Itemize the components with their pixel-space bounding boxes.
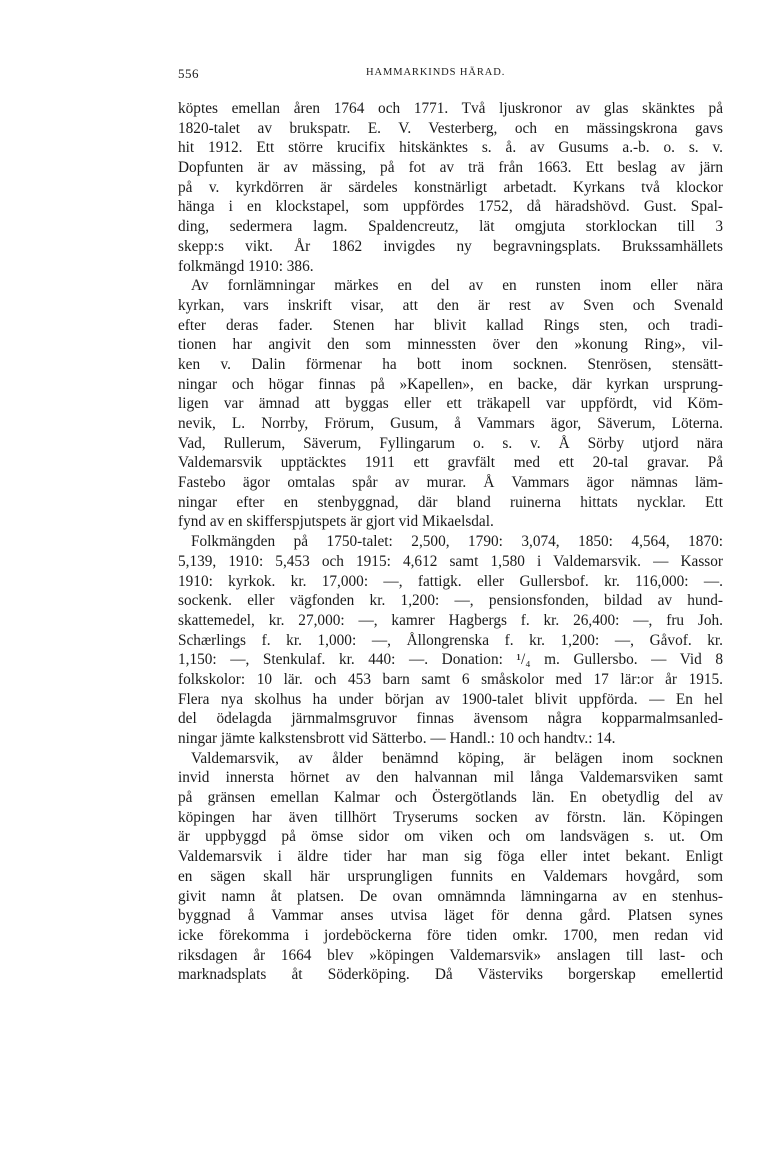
page-header	[178, 66, 723, 86]
text-line: nevik, L. Norrby, Frörum, Gusum, å Vammars ägor, Säverum, Löterna.	[178, 415, 723, 432]
text-line: på gränsen emellan Kalmar och Östergötlands län. En obetydlig del av	[178, 789, 723, 807]
text-line: 5,139, 1910: 5,453 och 1915: 4,612 samt 1,580 i Valdemarsvik. — Kassor	[178, 552, 723, 570]
text-line: ningar efter en stenbyggnad, där bland ruinerna hittats nycklar. Ett	[178, 493, 723, 511]
text-line: Folkmängden på 1750-talet: 2,500, 1790: 3,074, 1850: 4,564, 1870:	[191, 533, 723, 551]
text-line: ligen var ämnad att byggas eller ett träkapell var uppfördt, vid Köm-	[178, 395, 723, 413]
running-title: HAMMARKINDS HÄRAD.	[366, 67, 506, 78]
text-line: 1,150: —, Stenkulaf. kr. 440: —. Donation: ¹/₄ m. Gullersbo. — Vid 8	[178, 651, 723, 669]
text-line: del ödelagda järnmalmsgruvor finnas ävensom några kopparmalmsanled-	[178, 710, 723, 728]
text-line: hit 1912. Ett större krucifix hitskänktes s. å. av Gusums a.-b. o. s. v.	[178, 139, 723, 157]
text-line: Flera nya skolhus ha under början av 1900-talet blivit uppförda. — En hel	[178, 690, 723, 708]
text-line: ningar och högar finnas på »Kapellen», en backe, där kyrkan ursprung-	[178, 375, 723, 393]
text-line: ningar jämte kalkstensbrott vid Sätterbo. — Handl.: 10 och handtv.: 14.	[178, 730, 616, 747]
text-line: fynd av en skifferspjutspets är gjort vid Mikaelsdal.	[178, 513, 494, 531]
text-line: en sägen skall här ursprungligen funnits en Valdemars hovgård, som	[178, 867, 723, 885]
text-line: icke förekomma i jordeböckerna före tiden omkr. 1700, men redan vid	[178, 926, 723, 944]
text-line: givit namn åt platsen. De ovan omnämnda lämningarna av en stenhus-	[178, 887, 723, 905]
text-line: folkmängd 1910: 386.	[178, 257, 314, 275]
text-line: Fastebo ägor omtalas spår av murar. Å Vammars ägor nämnas läm-	[178, 474, 723, 492]
text-line: ding, sedermera lagm. Spaldencreutz, lät omgjuta storklockan till 3	[178, 218, 723, 236]
text-line: Schærlings f. kr. 1,000: —, Ållongrenska f. kr. 1,200: —, Gåvof. kr.	[178, 631, 723, 649]
text-line: folkskolor: 10 lär. och 453 barn samt 6 småskolor med 17 lär:or år 1915.	[178, 670, 723, 688]
text-line: invid innersta hörnet av den halvannan mil långa Valdemarsviken samt	[178, 769, 723, 787]
text-line: är uppbyggd på ömse sidor om viken och om landsvägen s. ut. Om	[178, 828, 723, 846]
text-line: Vad, Rullerum, Säverum, Fyllingarum o. s. v. Å Sörby utjord nära	[178, 434, 723, 452]
page-number: 556	[178, 66, 199, 81]
text-line: sockenk. eller vägfonden kr. 1,200: —, pensionsfonden, bildad av hund-	[178, 592, 723, 610]
body-text	[178, 99, 723, 985]
text-line: köptes emellan åren 1764 och 1771. Två ljuskronor av glas skänktes på	[178, 100, 723, 117]
text-line: Av fornlämningar märkes en del av en runsten inom eller nära	[191, 277, 723, 295]
text-line: Valdemarsvik, av ålder benämnd köping, är belägen inom socknen	[191, 749, 723, 767]
text-line: Valdemarsvik upptäcktes 1911 ett gravfält med ett 20-tal gravar. På	[178, 454, 723, 472]
text-line: Valdemarsvik i äldre tider har man sig föga eller intet bekant. Enligt	[178, 848, 723, 866]
text-line: skepp:s vikt. År 1862 invigdes ny begravningsplats. Brukssamhällets	[178, 237, 723, 255]
text-line: Dopfunten är av mässing, på fot av trä från 1663. Ett beslag av järn	[178, 159, 723, 177]
text-line: marknadsplats åt Söderköping. Då Västerviks borgerskap emellertid	[178, 966, 723, 984]
text-line: 1820-talet av brukspatr. E. V. Vesterberg, och en mässingskrona gavs	[178, 119, 723, 137]
text-line: köpingen har även tillhört Tryserums socken av förstn. län. Köpingen	[178, 808, 723, 826]
text-line: på v. kyrkdörren är särdeles konstnärligt arbetadt. Kyrkans två klockor	[178, 178, 723, 196]
text-line: riksdagen år 1664 blev »köpingen Valdemarsvik» anslagen till last- och	[178, 946, 723, 964]
text-line: kyrkan, vars inskrift visar, att den är rest av Sven och Svenald	[178, 296, 723, 314]
text-line: 1910: kyrkok. kr. 17,000: —, fattigk. eller Gullersbof. kr. 116,000: —.	[178, 572, 723, 590]
text-line: hänga i en klockstapel, som uppfördes 1752, då häradshövd. Gust. Spal-	[178, 198, 723, 216]
text-line: skattemedel, kr. 27,000: —, kamrer Hagbergs f. kr. 26,400: —, fru Joh.	[178, 611, 723, 629]
text-line: efter deras fader. Stenen har blivit kallad Rings sten, och tradi-	[178, 316, 723, 334]
text-line: ken v. Dalin förmenar ha bott inom socknen. Stenrösen, stensätt-	[178, 355, 723, 373]
text-line: tionen har angivit den som minnessten över den »konung Ring», vil-	[178, 336, 723, 354]
text-line: byggnad å Vammar anses utvisa läget för denna gård. Platsen synes	[178, 907, 723, 925]
